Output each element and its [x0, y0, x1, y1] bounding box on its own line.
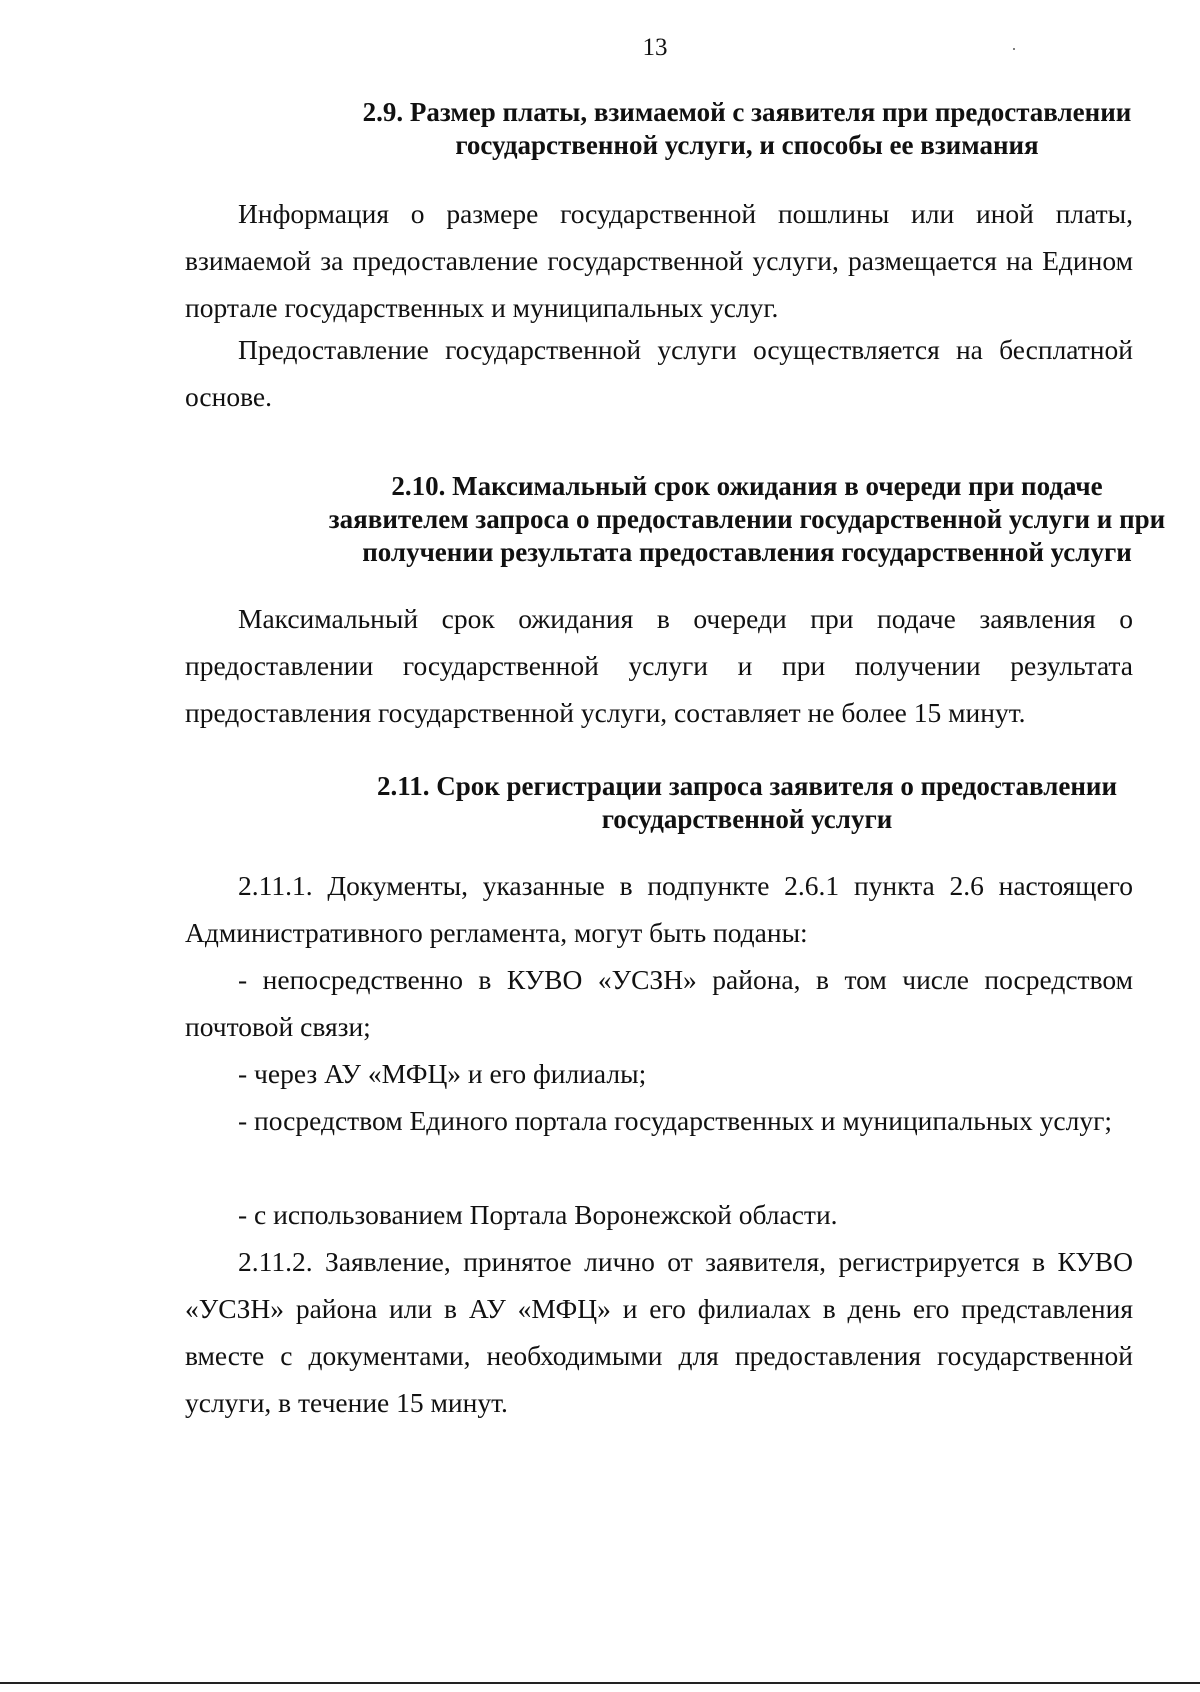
section-2-10-heading	[180, 470, 1200, 569]
section-2-10-heading-line1: 2.10. Максимальный срок ожидания в очереди при подаче	[391, 471, 1103, 501]
section-2-9-paragraph-1: Информация о размере государственной пошлины или иной платы, взимаемой за предоставление государственной услуги, размещается на Едином портале государственных и муниципальных услуг.	[185, 198, 1133, 323]
page-number: 13	[642, 34, 668, 61]
section-2-11-list-item-2: - через АУ «МФЦ» и его филиалы;	[238, 1058, 647, 1089]
section-2-9-heading-line1: 2.9. Размер платы, взимаемой с заявителя при предоставлении	[362, 97, 1132, 127]
section-2-11-heading-line1: 2.11. Срок регистрации запроса заявителя о предоставлении	[376, 771, 1118, 801]
section-2-10-heading-line2: заявителем запроса о предоставлении государственной услуги и при	[328, 504, 1166, 534]
section-2-11-list-item-4: - с использованием Портала Воронежской области.	[238, 1199, 838, 1230]
bottom-scan-line	[0, 1682, 1200, 1684]
section-2-9-heading-line2: государственной услуги, и способы ее взимания	[455, 130, 1039, 160]
section-2-9-paragraph-2: Предоставление государственной услуги осуществляется на бесплатной основе.	[185, 334, 1133, 412]
section-2-10-paragraph-1: Максимальный срок ожидания в очереди при подаче заявления о предоставлении государственной услуги и при получении результата предоставления государственной услуги, составляет не более 15 минут.	[185, 603, 1133, 728]
section-2-11-heading-line2: государственной услуги	[601, 804, 893, 834]
section-2-11-paragraph-2: 2.11.2. Заявление, принятое лично от заявителя, регистрируется в КУВО «УСЗН» района или в АУ «МФЦ» и его филиалах в день его представления вместе с документами, необходимыми для предоставления государственной услуги, в течение 15 минут.	[185, 1246, 1133, 1418]
section-2-11-paragraph-1: 2.11.1. Документы, указанные в подпункте 2.6.1 пункта 2.6 настоящего Административного регламента, могут быть поданы:	[185, 870, 1133, 948]
section-2-11-heading	[180, 770, 1200, 836]
scan-speck	[1013, 48, 1015, 50]
section-2-9-heading	[180, 96, 1200, 162]
section-2-10-heading-line3: получении результата предоставления государственной услуги	[362, 537, 1132, 567]
section-2-11-list-item-3: - посредством Единого портала государственных и муниципальных услуг;	[238, 1105, 1112, 1136]
section-2-11-list-item-1: - непосредственно в КУВО «УСЗН» района, в том числе посредством почтовой связи;	[185, 964, 1133, 1042]
